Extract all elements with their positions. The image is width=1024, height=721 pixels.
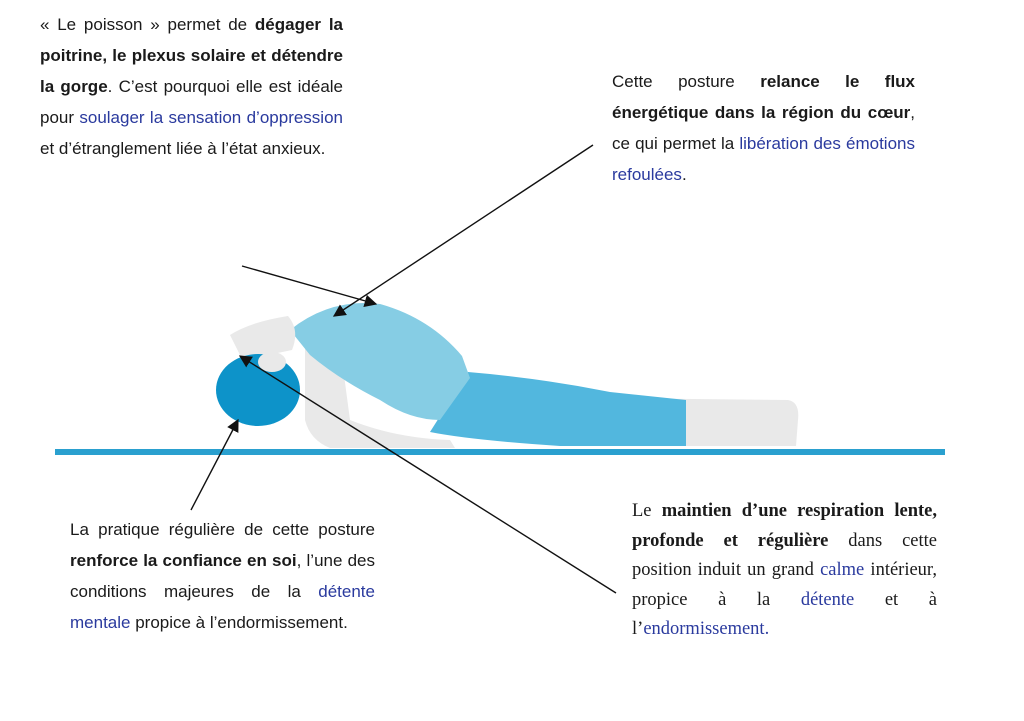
arrow-to-throat	[242, 266, 376, 304]
text-run: .	[681, 165, 687, 184]
text-run: dans cette position induit un grand	[632, 530, 938, 580]
hair	[216, 354, 300, 426]
highlight-phrase: détente	[800, 589, 855, 610]
highlight-phrase: endormissement	[643, 619, 765, 639]
text-run: et à l’	[632, 589, 937, 639]
text-run: et d’étranglement liée à l’état anxieux.	[40, 139, 326, 158]
text-run: Le	[632, 501, 662, 521]
arrow-to-head	[191, 420, 238, 510]
text-run: « Le poisson » permet de	[40, 15, 255, 34]
highlight-phrase: détente mentale	[70, 582, 375, 632]
text-run: , l’une des conditions majeures de la	[70, 551, 376, 601]
highlight-phrase: calme	[820, 560, 865, 580]
text-run: , ce qui permet la	[612, 103, 915, 153]
note-bottom-left	[70, 514, 375, 638]
highlight-phrase: soulager la sensation d’oppression	[79, 108, 343, 127]
highlight-phrase: libération des émotions refoulées	[612, 134, 915, 184]
text-run: La pratique régulière de cette posture	[70, 520, 375, 539]
note-top-left	[40, 9, 343, 164]
leggings	[430, 372, 686, 446]
text-run: Cette posture	[612, 72, 761, 91]
bold-phrase: dégager la poitrine, le plexus solaire et détendre la gorge	[40, 15, 343, 96]
bold-phrase: renforce la confiance en soi	[70, 551, 297, 570]
ear	[258, 352, 286, 372]
bold-phrase: maintien d’une respiration lente, profonde et régulière	[632, 501, 937, 551]
floor-line	[55, 449, 945, 455]
bold-phrase: relance le flux énergétique dans la région du cœur	[612, 72, 916, 122]
text-run: propice à l’endormissement.	[130, 613, 348, 632]
text-run: . C’est pourquoi elle est idéale pour	[40, 77, 344, 127]
arrow-to-chest	[334, 145, 593, 316]
text-run: intérieur, propice à la	[632, 560, 937, 610]
head-face	[230, 316, 295, 358]
highlight-phrase: .	[764, 619, 770, 639]
note-top-right	[612, 66, 915, 190]
note-bottom-right	[632, 497, 937, 645]
